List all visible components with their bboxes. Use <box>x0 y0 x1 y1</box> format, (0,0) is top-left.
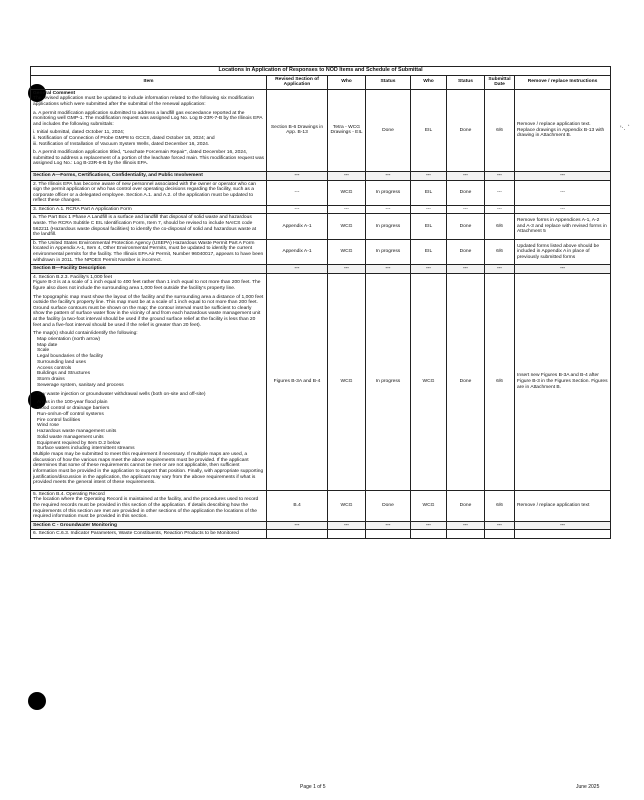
item-cell: 3. Section A.1. RCRA Part A Application Form <box>31 205 267 214</box>
instructions-cell: Updated forms listed above should be included in Appendix A in place of previously submitted forms <box>515 239 611 264</box>
status-2-cell: Done <box>447 239 485 264</box>
list-item: Surrounding land uses <box>37 359 86 365</box>
submittal-date-cell: 6/6 <box>485 490 515 521</box>
list-item: Sewerage system, sanitary and process <box>37 383 124 388</box>
punch-hole-bottom <box>28 692 46 710</box>
general-comment-heading: General Comment <box>33 90 76 96</box>
status-cell: In progress <box>366 180 411 205</box>
list-item: Access controls <box>37 365 72 371</box>
instructions-cell: --- <box>515 180 611 205</box>
item-cell: 6. Section C.6.3. Indicator Parameters, Waste Constituents, Reaction Products to be Monitored <box>31 530 267 539</box>
status-cell: In progress <box>366 239 411 264</box>
nod-response-table <box>30 66 611 539</box>
who-2-cell: EIL <box>411 89 447 171</box>
dash-cell: --- <box>485 521 515 530</box>
item-cell: a. The Part Box 1 Phase A Landfill is a surface and landfill that disposal of solid waste and hazardous waste. The RCRA Subtitle C EIL Identification Form, Item 7, should be revised to include NAICS code 562211 (Hazardous waste disposal facilities) to identify the co-disposal of solid and hazardous waste at the landfill. <box>31 214 267 239</box>
revised-section-cell: --- <box>267 180 328 205</box>
dash-cell: --- <box>366 171 411 180</box>
dash-cell: --- <box>411 205 447 214</box>
list-item: Map date <box>37 342 58 348</box>
instructions-cell: Remove / replace application text <box>515 490 611 521</box>
item-4-p3: The map(s) should contain/identify the following: <box>33 331 138 337</box>
dash-cell: --- <box>267 521 328 530</box>
who-cell: WCG <box>328 273 366 490</box>
empty-cell <box>485 530 515 539</box>
who-cell: WCG <box>328 214 366 239</box>
who-cell: WCG <box>328 180 366 205</box>
status-cell: In progress <box>366 214 411 239</box>
header-row <box>31 75 611 89</box>
table-row-item-2 <box>31 180 611 205</box>
dash-cell: --- <box>411 521 447 530</box>
general-comment-p2: a. A permit modification application submitted to address a landfill gas exceedance reported at the monitoring well GMP-1. The modification request was assigned Log No. Log B-23R-7-B by the Illinois EPA and includes the following submittals: <box>33 110 263 127</box>
dash-cell: --- <box>485 205 515 214</box>
empty-cell <box>411 530 447 539</box>
list-item: Any waste injection or groundwater withdrawal wells (both on-site and off-site) <box>37 391 206 397</box>
revised-section-cell: B.4 <box>267 490 328 521</box>
item-cell <box>31 273 267 490</box>
dash-cell: --- <box>267 171 328 180</box>
dash-cell: --- <box>485 171 515 180</box>
empty-cell <box>267 530 328 539</box>
dash-cell: --- <box>366 205 411 214</box>
empty-cell <box>447 530 485 539</box>
dash-cell: --- <box>485 265 515 274</box>
item-cell: 5. Section B.4. Operating Record The location where the Operating Record is maintained at the facility, and the procedures used to record the required records must be provided in this section of the application. If details describing how the requirements of this section are met are provided in other sections of the application the locations of the required information must be provided in this section. <box>31 490 267 521</box>
dash-cell: --- <box>411 265 447 274</box>
submittal-date-cell: 6/6 <box>485 89 515 171</box>
dash-cell: --- <box>328 205 366 214</box>
list-item: Buildings and Structures <box>37 371 91 377</box>
list-item: Fire control facilities <box>37 417 81 423</box>
list-item: Legal boundaries of the facility <box>37 354 104 360</box>
instructions-cell: Insert new Figures B-3A and B-4 after Figure B-3 in the Figures Section. Figures are in Attachment B. <box>515 273 611 490</box>
status-cell: Done <box>366 490 411 521</box>
section-b-row <box>31 265 611 274</box>
status-2-cell: Done <box>447 89 485 171</box>
header-who: Who <box>328 75 366 89</box>
list-item: Surface waters including intermittent streams <box>37 446 135 452</box>
dash-cell: --- <box>447 265 485 274</box>
header-instructions: Remove / replace Instructions <box>515 75 611 89</box>
status-2-cell: Done <box>447 273 485 490</box>
status-cell: Done <box>366 89 411 171</box>
empty-cell <box>515 530 611 539</box>
submittal-date-cell: 6/6 <box>485 273 515 490</box>
table-row-item-5 <box>31 490 611 521</box>
who-2-cell: EIL <box>411 180 447 205</box>
status-cell: In progress <box>366 273 411 490</box>
table-row-item-6 <box>31 530 611 539</box>
item-cell: 2. The Illinois EPA has become aware of new personnel associated with the owner or operator who can sign the permit application or who has control over operating decisions regarding the facility, such as a corporate officer or a delegated employee. Section A.1. and A.2. of the application must be updated to reflect these changes. <box>31 180 267 205</box>
general-comment-p4: b. A permit modification application titled, "Leachate Forcemain Repair", dated December 16, 2024, submitted to address a replacement of a portion of the leachate forced main. This modification request was assigned Log No.: Log B-23R-8-B by the Illinois EPA. <box>33 150 264 167</box>
section-a-row <box>31 171 611 180</box>
list-item: Run-on/run-off control systems <box>37 411 104 417</box>
margin-mark: '·. ` <box>620 125 631 132</box>
status-2-cell: Done <box>447 214 485 239</box>
item-4-p2: The topographic map must show the layout of the facility and the surrounding area a distance of 1,000 feet outside the facility's property line. This map must be at a scale of 1 inch equal to not more than 200 feet. Ground surface contours must be shown on the map; the contour interval must be sufficient to clearly show the pattern of surface water flow in the vicinity of and from each hazardous waste management unit at the facility (a two-foot interval should be used if the ground surface relief at the facility is less than 20 feet and a five-foot interval should be used if the relief is greater than 20 feet). <box>33 294 264 328</box>
revised-section-cell: Figures B-3A and B-4 <box>267 273 328 490</box>
table-row-item-3b <box>31 239 611 264</box>
header-who-2: Who <box>411 75 447 89</box>
dash-cell: --- <box>447 205 485 214</box>
list-item: Areas in the 100-year flood plain <box>37 400 108 406</box>
dash-cell: --- <box>267 205 328 214</box>
who-cell: WCG <box>328 239 366 264</box>
list-item: Flood control or drainage barriers <box>37 405 110 411</box>
who-2-cell: EIL <box>411 239 447 264</box>
empty-cell <box>366 530 411 539</box>
header-item: Item <box>31 75 267 89</box>
table-row-item-4 <box>31 273 611 490</box>
table-title: Locations in Application of Responses to NOD Items and Schedule of Submittal <box>31 67 611 76</box>
header-status-2: Status <box>447 75 485 89</box>
dash-cell: --- <box>515 171 611 180</box>
list-item: Scale <box>37 348 50 354</box>
item-cell <box>31 89 267 171</box>
list-item: Solid waste management units <box>37 434 104 440</box>
list-item: Map orientation (north arrow) <box>37 336 101 342</box>
header-submittal-date: Submittal Date <box>485 75 515 89</box>
section-a-label: Section A—Forms, Certifications, Confidentiality, and Public Involvement <box>31 171 267 180</box>
dash-cell: --- <box>447 521 485 530</box>
item-4-p1: 4. Section B.2.3. Facility's 1,000 feet Figure B-3 is at a scale of 1 inch equal to 400 feet rather than 1 inch equal to not more than 200 feet. The figure also does not include the surrounding area 1,000 feet outside the facility's property line. <box>33 274 261 291</box>
dash-cell: --- <box>328 521 366 530</box>
status-2-cell: Done <box>447 490 485 521</box>
table-row-item-3 <box>31 205 611 214</box>
item-4-p4: Multiple maps may be submitted to meet this requirement if necessary. If multiple maps are used, a discussion of how the various maps meet the above requirements must be provided. If the applicant determines that some of these requirements cannot be met or are not applicable, then sufficient information must be provided in the application to support that position. Finally, with appropriate supporting justification/discussion in the application, the applicant may vary from the above requirements if what is provided meets the general intent of these requirements. <box>33 452 264 486</box>
list-item: Wind rose <box>37 423 60 429</box>
instructions-cell: Remove forms in Appendices A-1, A-2 and A-3 and replace with revised forms in Attachment 5 <box>515 214 611 239</box>
revised-section-cell: Appendix A-1 <box>267 239 328 264</box>
page-number: Page 1 of 5 <box>300 784 326 790</box>
dash-cell: --- <box>515 205 611 214</box>
submittal-date-cell: --- <box>485 180 515 205</box>
dash-cell: --- <box>515 521 611 530</box>
dash-cell: --- <box>328 265 366 274</box>
dash-cell: --- <box>447 171 485 180</box>
empty-cell <box>328 530 366 539</box>
dash-cell: --- <box>267 265 328 274</box>
header-status: Status <box>366 75 411 89</box>
who-2-cell: WCG <box>411 273 447 490</box>
item-cell: b. The United States Environmental Protection Agency (USEPA) Hazardous Waste Permit Part A Form located in Appendix A-1, Item 4, Other Environmental Permits, must be updated to identify the current environmental permits for the facility. The Illinois EPA Air Permit, Number 96040017, appears to have been withdrawn in 2011. The NPDES Permit Number is incorrect. <box>31 239 267 264</box>
who-cell: WCG <box>328 490 366 521</box>
dash-cell: --- <box>366 265 411 274</box>
section-b-label: Section B—Facility Description <box>31 265 267 274</box>
section-c-label: Section C - Groundwater Monitoring <box>31 521 267 530</box>
who-cell: Tetra - WCG Drawings - EIL <box>328 89 366 171</box>
dash-cell: --- <box>328 171 366 180</box>
footer-date: June 2025 <box>576 784 600 790</box>
status-2-cell: Done <box>447 180 485 205</box>
submittal-date-cell: 6/6 <box>485 239 515 264</box>
list-item: Storm drains <box>37 377 65 383</box>
list-item: Equipment required by Item D.2 below <box>37 440 121 446</box>
table-row-item-3a <box>31 214 611 239</box>
submittal-date-cell: 6/6 <box>485 214 515 239</box>
general-comment-p1: The revised application must be updated to include information related to the following six modification applications which were submitted after the submittal of the renewal application: <box>33 96 255 107</box>
dash-cell: --- <box>515 265 611 274</box>
table-row-general-comment <box>31 89 611 171</box>
section-c-row <box>31 521 611 530</box>
who-2-cell: EIL <box>411 214 447 239</box>
revised-section-cell: Section B-6 Drawings in App. B-13 <box>267 89 328 171</box>
dash-cell: --- <box>411 171 447 180</box>
list-item: Hazardous waste management units <box>37 429 117 435</box>
who-2-cell: WCG <box>411 490 447 521</box>
header-revised-section: Revised Section of Application <box>267 75 328 89</box>
general-comment-p3: i. Initial submittal, dated October 11, 2024; ii. Notification of Connection of Probe GMP8 to GCCS, dated October 18, 2024; and iii. Notification of Installation of Vacuum System Wells, dated December 16, 2024. <box>33 130 215 147</box>
dash-cell: --- <box>366 521 411 530</box>
instructions-cell: Remove / replace application text. Replace drawings in Appendix B-13 with drawing in Attachment B. <box>515 89 611 171</box>
revised-section-cell: Appendix A-1 <box>267 214 328 239</box>
